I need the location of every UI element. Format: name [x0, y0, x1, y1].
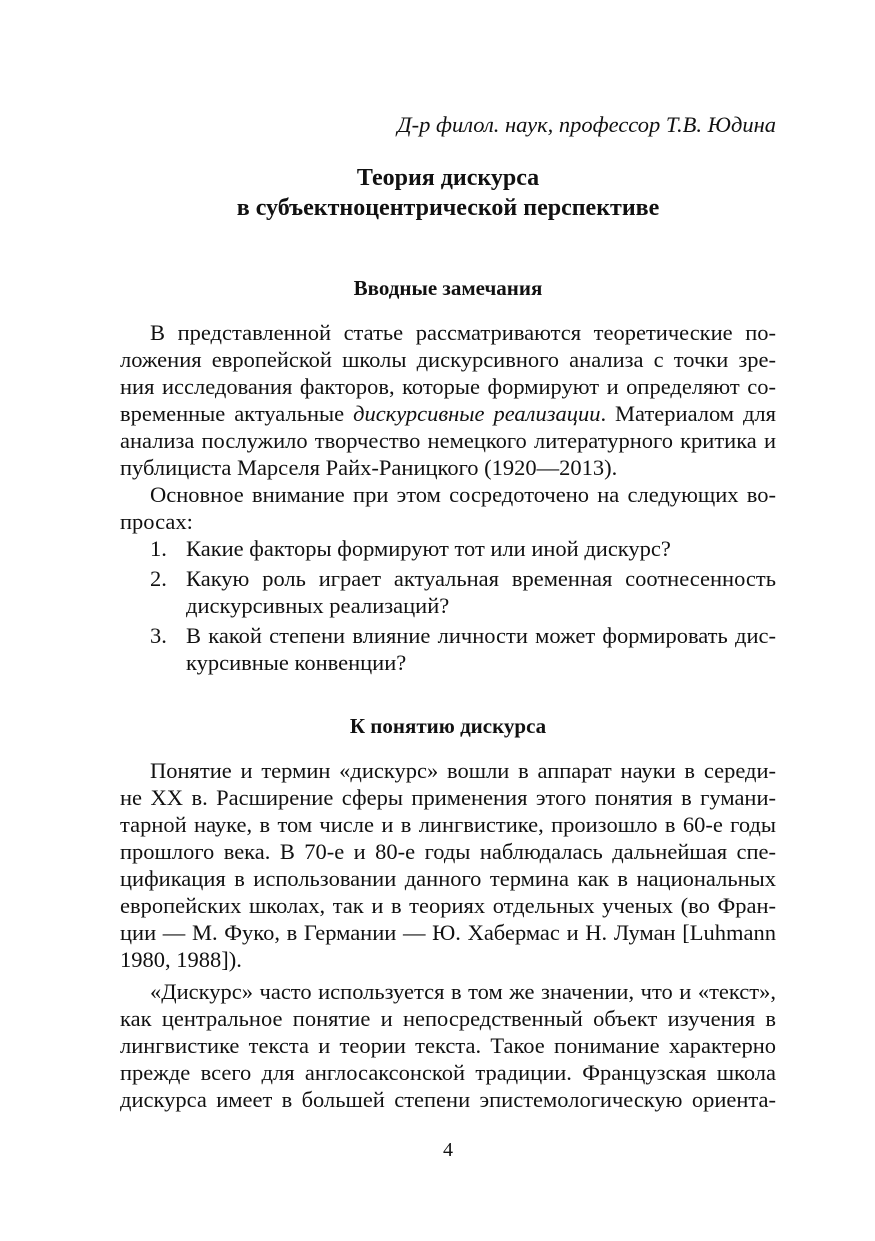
section-heading-intro: Вводные замечания — [353, 276, 543, 300]
page-number: 4 — [443, 1139, 453, 1161]
text-line: В представленной статье рассматриваются теоретические по- — [150, 320, 776, 345]
text-line: прошлого века. В 70-е и 80-е годы наблюдалась дальнейшая спе- — [120, 839, 776, 864]
list-number: 3. — [150, 623, 167, 648]
text-line: лингвистике текста и теории текста. Такое понимание характерно — [120, 1033, 776, 1058]
section-heading-discourse: К понятию дискурса — [349, 714, 547, 738]
text-line: Понятие и термин «дискурс» вошли в аппарат науки в середи- — [150, 758, 776, 783]
text-line — [120, 400, 776, 427]
title-line-2: в субъектноцентрической перспективе — [236, 195, 660, 221]
text-line: ния исследования факторов, которые формируют и определяют со- — [120, 374, 776, 399]
list-item-text: курсивные конвенции? — [186, 650, 407, 675]
text-line: европейских школах, так и в теориях отдельных ученых (во Фран- — [120, 893, 776, 918]
text-line: просах: — [120, 509, 193, 534]
list-number: 1. — [150, 536, 167, 561]
text-line: как центральное понятие и непосредственный объект изучения в — [120, 1006, 776, 1031]
text-line: «Дискурс» часто используется в том же значении, что и «текст», — [150, 979, 776, 1004]
author-line: Д-р филол. наук, профессор Т.В. Юдина — [397, 112, 776, 137]
text-line: прежде всего для англосаксонской традиции. Французская школа — [120, 1060, 776, 1085]
title-line-1: Теория дискурса — [356, 165, 540, 191]
text-line: публициста Марселя Райх-Раницкого (1920—2013). — [120, 455, 618, 480]
text-line: не XX в. Расширение сферы применения этого понятия в гумани- — [120, 785, 776, 810]
text-line: ции — М. Фуко, в Германии — Ю. Хабермас и Н. Луман [Luhmann — [120, 920, 776, 945]
text-line: цификация в использовании данного термина как в национальных — [120, 866, 776, 891]
text-line: ложения европейской школы дискурсивного анализа с точки зре- — [120, 347, 776, 372]
text-line: анализа послужило творчество немецкого литературного критика и — [120, 428, 776, 453]
list-item-text: Какие факторы формируют тот или иной дискурс? — [186, 536, 671, 561]
list-item-text: Какую роль играет актуальная временная соотнесенность — [186, 566, 776, 591]
text-line: дискурса имеет в большей степени эпистемологическую ориента- — [120, 1087, 776, 1112]
emphasis-text: дискурсивные реализации — [353, 401, 601, 426]
list-item-text: В какой степени влияние личности может формировать дис- — [186, 623, 776, 648]
text-segment: временные актуальные — [120, 401, 354, 426]
list-number: 2. — [150, 566, 167, 591]
text-line: 1980, 1988]). — [120, 947, 242, 972]
text-segment: . Материалом для — [600, 401, 776, 426]
text-line: тарной науке, в том числе и в лингвистике, произошло в 60-е годы — [120, 812, 776, 837]
text-line: Основное внимание при этом сосредоточено на следующих во- — [150, 482, 776, 507]
list-item-text: дискурсивных реализаций? — [186, 593, 450, 618]
